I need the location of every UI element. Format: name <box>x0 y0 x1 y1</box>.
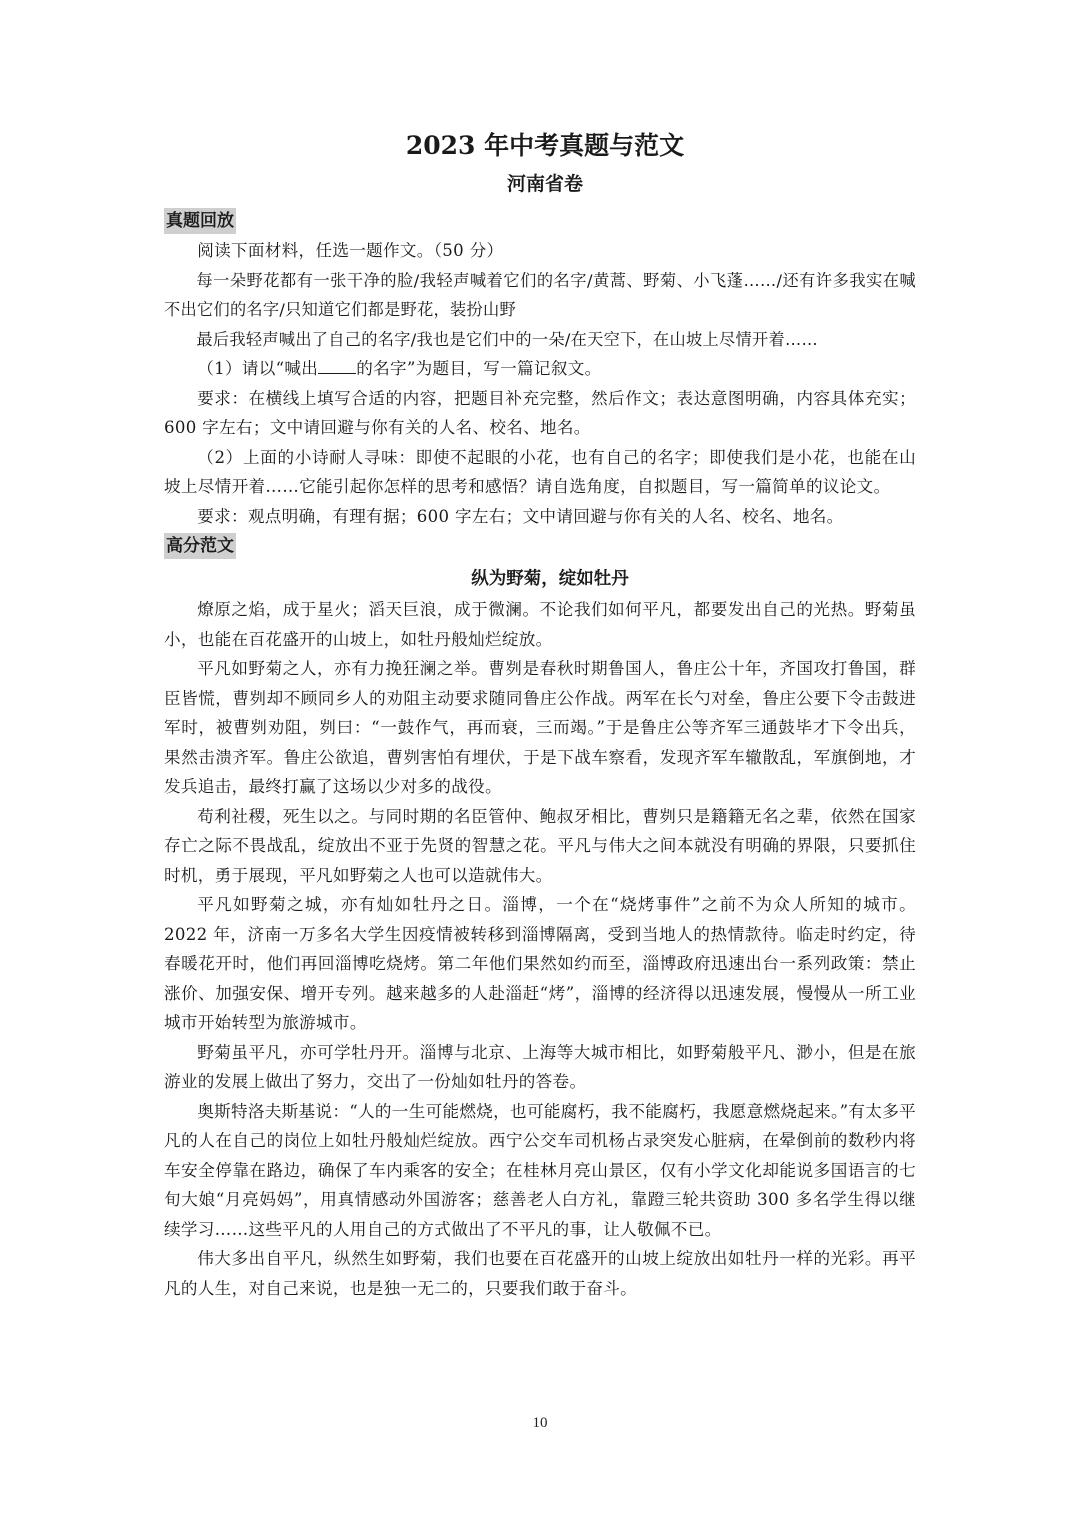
question-option-2: （2）上面的小诗耐人寻味：即使不起眼的小花，也有自己的名字；即使我们是小花，也能在山坡上尽情开着……它能引起你怎样的思考和感悟？请自选角度，自拟题目，写一篇简单的议论文。 <box>164 447 916 496</box>
poem-line-1: 每一朵野花都有一张干净的脸/我轻声喊着它们的名字/黄蒿、野菊、小飞蓬……/还有许多我实在喊不出它们的名字/只知道它们都是野花，装扮山野 <box>164 270 916 319</box>
question-section-label: 真题回放 <box>164 208 236 234</box>
essay-section-label: 高分范文 <box>164 533 236 559</box>
document-title: 2023 年中考真题与范文 <box>405 131 685 160</box>
poem-line-2: 最后我轻声喊出了自己的名字/我也是它们中的一朵/在天空下，在山坡上尽情开着…… <box>196 329 818 349</box>
question-option-2-requirement: 要求：观点明确，有理有据；600 字左右；文中请回避与你有关的人名、校名、地名。 <box>197 506 844 526</box>
page-number: 10 <box>532 1415 548 1431</box>
option1-before-blank: （1）请以“喊出 <box>197 359 319 378</box>
question-option-1-requirement: 要求：在横线上填写合适的内容，把题目补充完整，然后作文；表达意图明确，内容具体充实；600 字左右；文中请回避与你有关的人名、校名、地名。 <box>164 388 916 437</box>
document-subtitle: 河南省卷 <box>506 173 583 195</box>
essay-section-header <box>164 531 916 561</box>
essay-paragraph: 平凡如野菊之人，亦有力挽狂澜之举。曹刿是春秋时期鲁国人，鲁庄公十年，齐国攻打鲁国，群臣皆慌，曹刿却不顾同乡人的劝阻主动要求随同鲁庄公作战。两军在长勺对垒，鲁庄公要下令击鼓进军时，被曹刿劝阻，刿曰：“一鼓作气，再而衰，三而竭。”于是鲁庄公等齐军三通鼓毕才下令出兵，果然击溃齐军。鲁庄公欲追，曹刿害怕有埋伏，于是下战车察看，发现齐军车辙散乱，军旗倒地，才发兵追击，最终打赢了这场以少对多的战役。 <box>164 659 916 796</box>
essay-paragraph: 野菊虽平凡，亦可学牡丹开。淄博与北京、上海等大城市相比，如野菊般平凡、渺小，但是在旅游业的发展上做出了努力，交出了一份灿如牡丹的答卷。 <box>164 1042 916 1091</box>
essay-title: 纵为野菊，绽如牡丹 <box>471 569 629 589</box>
option1-after-blank: 的名字”为题目，写一篇记叙文。 <box>356 359 602 378</box>
question-instruction: 阅读下面材料，任选一题作文。（50 分） <box>197 241 504 260</box>
essay-paragraph: 燎原之焰，成于星火；滔天巨浪，成于微澜。不论我们如何平凡，都要发出自己的光热。野菊虽小，也能在百花盛开的山坡上，如牡丹般灿烂绽放。 <box>164 600 916 649</box>
title-blank <box>318 357 356 374</box>
question-option-1 <box>164 354 916 384</box>
essay-paragraph: 伟大多出自平凡，纵然生如野菊，我们也要在百花盛开的山坡上绽放出如牡丹一样的光彩。再平凡的人生，对自己来说，也是独一无二的，只要我们敢于奋斗。 <box>164 1249 916 1298</box>
question-section-header <box>164 206 916 236</box>
document-content <box>164 128 916 1303</box>
essay-paragraph: 平凡如野菊之城，亦有灿如牡丹之日。淄博，一个在“烧烤事件”之前不为众人所知的城市。2022 年，济南一万多名大学生因疫情被转移到淄博隔离，受到当地人的热情款待。临走时约定，待春暖花开时，他们再回淄博吃烧烤。第二年他们果然如约而至，淄博政府迅速出台一系列政策：禁止涨价、加强安保、增开专列。越来越多的人赴淄赶“烤”，淄博的经济得以迅速发展，慢慢从一所工业城市开始转型为旅游城市。 <box>164 895 916 1032</box>
essay-paragraph: 苟利社稷，死生以之。与同时期的名臣管仲、鲍叔牙相比，曹刿只是籍籍无名之辈，依然在国家存亡之际不畏战乱，绽放出不亚于先贤的智慧之花。平凡与伟大之间本就没有明确的界限，只要抓住时机，勇于展现，平凡如野菊之人也可以造就伟大。 <box>164 806 916 885</box>
essay-paragraph: 奥斯特洛夫斯基说：“人的一生可能燃烧，也可能腐朽，我不能腐朽，我愿意燃烧起来。”有太多平凡的人在自己的岗位上如牡丹般灿烂绽放。西宁公交车司机杨占录突发心脏病，在晕倒前的数秒内将车安全停靠在路边，确保了车内乘客的安全；在桂林月亮山景区，仅有小学文化却能说多国语言的七旬大娘“月亮妈妈”，用真情感动外国游客；慈善老人白方礼，靠蹬三轮共资助 300 多名学生得以继续学习……这些平凡的人用自己的方式做出了不平凡的事，让人敬佩不已。 <box>164 1101 916 1239</box>
